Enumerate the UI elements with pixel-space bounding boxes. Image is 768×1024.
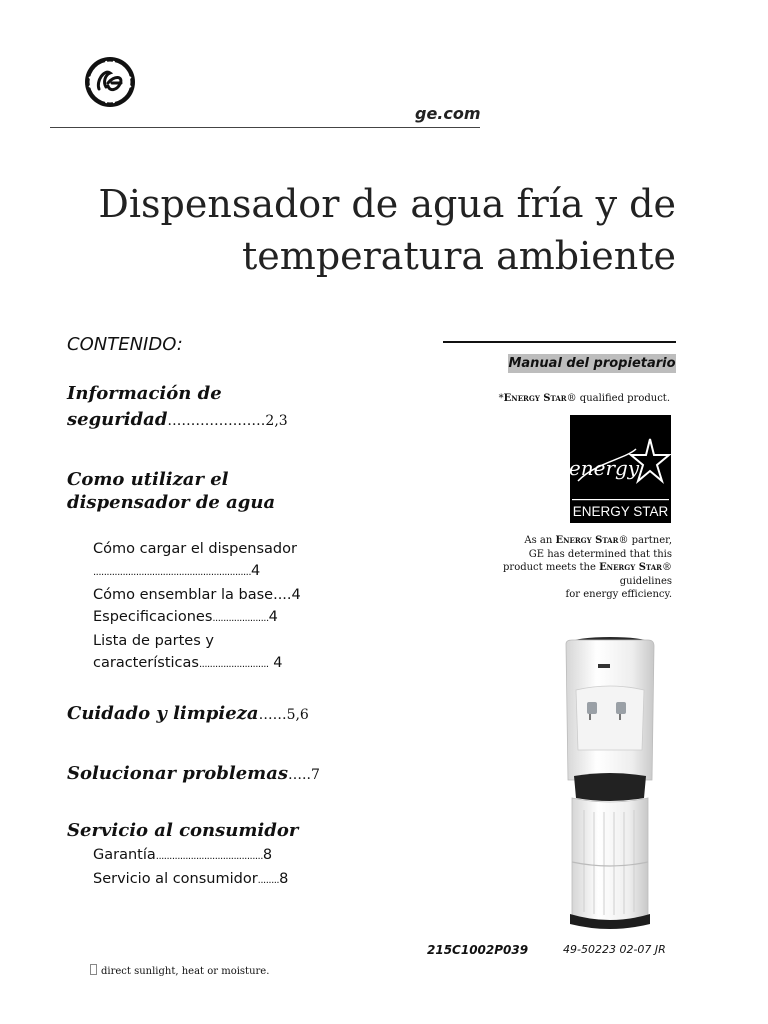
toc-section-label: seguridad	[67, 409, 168, 430]
toc-section-safety	[67, 381, 288, 434]
energy-star-wordmark: ENERGY STAR	[572, 504, 669, 519]
header-rule	[50, 127, 480, 128]
toc-section-care	[67, 701, 309, 728]
toc-item: Cómo ensemblar la base....4	[93, 587, 301, 603]
part-number: 215C1002P039	[427, 943, 529, 957]
toc-usage-list	[93, 538, 301, 676]
ge-logo	[84, 56, 136, 108]
toc-item: características.......................... 4	[93, 655, 283, 671]
toc-item: ...........................................................4	[93, 563, 261, 579]
toc-dots: ……	[258, 707, 287, 723]
toc-page: 7	[310, 767, 320, 783]
toc-section-label: Cuidado y limpieza	[67, 703, 259, 724]
site-link[interactable]: ge.com	[415, 104, 481, 123]
footer-note: direct sunlight, heat or moisture.	[90, 964, 269, 977]
toc-section-service	[67, 818, 298, 844]
toc-section-label: Como utilizar el	[67, 469, 229, 490]
checkbox-icon	[90, 964, 97, 975]
toc-section-label: Información de	[67, 383, 222, 404]
energy-star-note: *Energy Star® qualified product.	[498, 393, 670, 404]
toc-item: Lista de partes y	[93, 633, 214, 649]
page-title	[60, 178, 676, 282]
energy-star-partner-text: As an Energy Star® partner, GE has determined that this product meets the Energy Star® guidelines for energy efficiency.	[503, 535, 672, 600]
energy-star-script: energy	[570, 456, 640, 480]
toc-heading: CONTENIDO:	[67, 334, 183, 355]
toc-section-troubleshooting	[67, 761, 320, 788]
toc-item: Garantía........................................8	[93, 847, 273, 863]
manual-label: Manual del propietario	[508, 356, 676, 371]
toc-section-usage	[67, 468, 275, 514]
toc-item: Especificaciones.....................4	[93, 609, 278, 625]
energy-star-logo	[570, 415, 671, 523]
toc-page: 2,3	[265, 413, 288, 429]
toc-section-label: Servicio al consumidor	[67, 820, 299, 841]
title-line-2: temperatura ambiente	[242, 234, 676, 278]
toc-item: Servicio al consumidor........8	[93, 871, 289, 887]
title-line-1: Dispensador de agua fría y de	[98, 182, 676, 226]
water-dispenser-image	[560, 630, 660, 930]
toc-item: Cómo cargar el dispensador	[93, 541, 297, 557]
toc-section-label: dispensador de agua	[67, 492, 276, 513]
toc-dots: …………………	[167, 413, 266, 429]
document-code: 49-50223 02-07 JR	[563, 943, 666, 956]
toc-service-list	[93, 844, 288, 892]
toc-section-label: Solucionar problemas	[67, 763, 289, 784]
toc-dots: …..	[288, 767, 311, 783]
toc-page: 5,6	[286, 707, 309, 723]
right-rule	[443, 341, 676, 343]
